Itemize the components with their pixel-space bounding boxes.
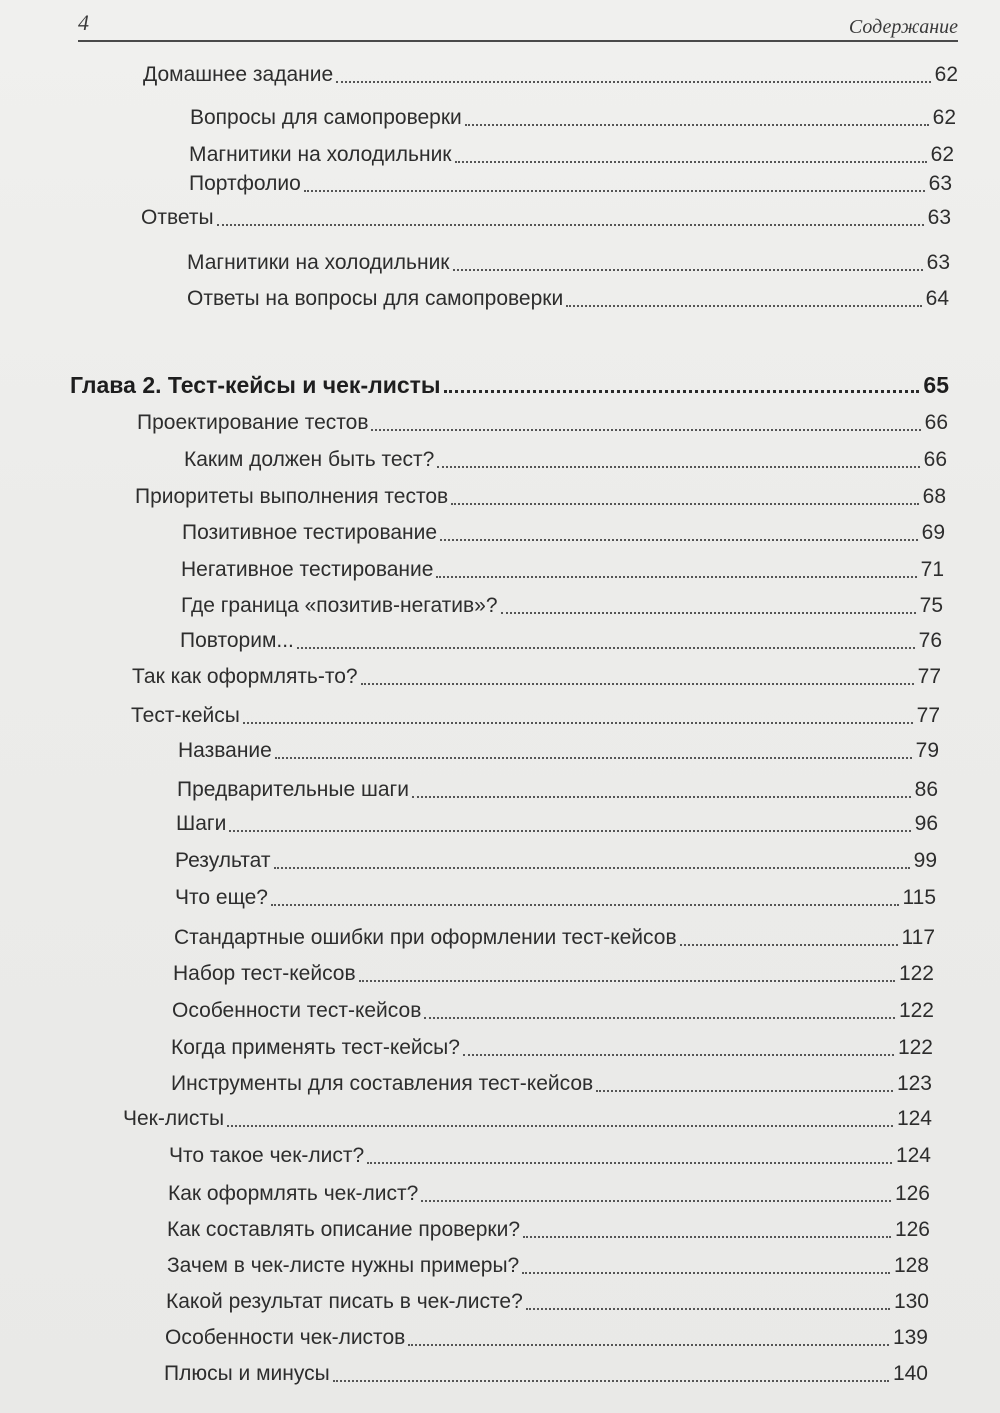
toc-entry-title: Повторим... (180, 629, 294, 652)
toc-entry-title: Результат (175, 849, 271, 872)
toc-entry (171, 1035, 933, 1061)
toc-entry (180, 628, 942, 654)
toc-entry (181, 593, 943, 619)
toc-entry (141, 205, 951, 231)
toc-entry-title: Проектирование тестов (137, 411, 369, 434)
toc-leader-dots (408, 1344, 889, 1346)
toc-entry-page: 65 (923, 372, 949, 398)
toc-entry-title: Ответы на вопросы для самопроверки (187, 287, 564, 310)
toc-leader-dots (444, 390, 920, 393)
toc-entry-page: 122 (897, 1036, 933, 1059)
toc-leader-dots (217, 224, 924, 226)
toc-entry-title: Инструменты для составления тест-кейсов (171, 1072, 594, 1095)
toc-entry (137, 410, 948, 436)
toc-leader-dots (596, 1090, 893, 1092)
toc-entry-page: 66 (924, 411, 948, 434)
toc-entry-title: Шаги (176, 812, 227, 835)
toc-entry (167, 1217, 930, 1243)
toc-entry-page: 63 (926, 251, 950, 274)
toc-leader-dots (451, 503, 918, 505)
running-header (78, 10, 958, 42)
toc-entry (187, 286, 949, 312)
toc-entry-page: 69 (921, 521, 945, 544)
toc-entry (189, 142, 954, 168)
toc-entry (164, 1361, 928, 1387)
toc-entry (169, 1143, 931, 1169)
toc-entry (143, 62, 958, 88)
toc-entry-page: 123 (896, 1072, 932, 1095)
toc-leader-dots (566, 305, 921, 307)
toc-entry-page: 115 (902, 886, 936, 909)
toc-leader-dots (463, 1054, 894, 1056)
toc-entry-title: Что еще? (175, 886, 268, 909)
toc-entry (177, 777, 938, 803)
toc-entry (173, 961, 934, 987)
toc-entry-title: Что такое чек-лист? (169, 1144, 365, 1167)
toc-entry-page: 117 (901, 926, 935, 949)
toc-leader-dots (359, 980, 895, 982)
toc-entry-title: Каким должен быть тест? (184, 448, 435, 471)
toc-entry-page: 63 (928, 172, 952, 195)
toc-entry-title: Вопросы для самопроверки (190, 106, 462, 129)
toc-entry-page: 96 (914, 812, 938, 835)
section-title: Содержание (848, 16, 958, 38)
toc-entry-title: Так как оформлять-то? (132, 665, 358, 688)
toc-entry-page: 122 (898, 962, 934, 985)
toc-entry-title: Набор тест-кейсов (173, 962, 356, 985)
toc-leader-dots (275, 757, 912, 759)
toc-entry-page: 75 (919, 594, 943, 617)
toc-entry-title: Где граница «позитив-негатив»? (181, 594, 498, 617)
toc-leader-dots (440, 539, 918, 541)
toc-entry (190, 105, 956, 131)
toc-entry-page: 68 (922, 485, 946, 508)
toc-leader-dots (412, 796, 911, 798)
toc-entry-title: Негативное тестирование (181, 558, 434, 581)
toc-entry-page: 86 (914, 778, 938, 801)
toc-entry-page: 62 (934, 63, 958, 86)
toc-leader-dots (304, 190, 925, 192)
toc-leader-dots (243, 722, 913, 724)
toc-entry-page: 64 (925, 287, 949, 310)
toc-entry-title: Какой результат писать в чек-листе? (166, 1290, 523, 1313)
toc-entry-title: Глава 2. Тест-кейсы и чек-листы (70, 372, 441, 398)
toc-leader-dots (424, 1017, 895, 1019)
toc-leader-dots (437, 466, 919, 468)
toc-leader-dots (453, 269, 923, 271)
toc-entry-title: Тест-кейсы (131, 704, 240, 727)
toc-entry-page: 77 (917, 665, 941, 688)
toc-entry-page: 140 (892, 1362, 928, 1385)
toc-entry-page: 139 (892, 1326, 928, 1349)
toc-entry-page: 63 (927, 206, 951, 229)
toc-entry-title: Позитивное тестирование (182, 521, 438, 544)
toc-entry-title: Магнитики на холодильник (187, 251, 450, 274)
toc-entry-title: Название (178, 739, 272, 762)
toc-leader-dots (271, 904, 899, 906)
toc-leader-dots (297, 647, 915, 649)
toc-leader-dots (371, 429, 920, 431)
toc-entry-title: Магнитики на холодильник (189, 143, 452, 166)
toc-entry (178, 738, 939, 764)
toc-entry (135, 484, 946, 510)
toc-entry (165, 1325, 928, 1351)
toc-entry-page: 76 (918, 629, 942, 652)
toc-entry-title: Особенности чек-листов (165, 1326, 406, 1349)
toc-leader-dots (227, 1125, 893, 1127)
toc-entry-title: Как составлять описание проверки? (167, 1218, 521, 1241)
toc-entry-title: Когда применять тест-кейсы? (171, 1036, 460, 1059)
toc-entry-page: 77 (916, 704, 940, 727)
toc-entry (187, 250, 950, 276)
toc-entry (176, 811, 938, 837)
toc-entry-title: Предварительные шаги (177, 778, 409, 801)
toc-entry-page: 122 (898, 999, 934, 1022)
toc-entry-title: Чек-листы (123, 1107, 225, 1130)
toc-entry-title: Плюсы и минусы (164, 1362, 330, 1385)
toc-entry (174, 925, 935, 951)
toc-entry-page: 79 (915, 739, 939, 762)
toc-entry (175, 885, 936, 911)
toc-entry-page: 126 (894, 1182, 930, 1205)
toc-leader-dots (436, 576, 916, 578)
toc-leader-dots (522, 1272, 890, 1274)
toc-entry (171, 1071, 932, 1097)
toc-leader-dots (526, 1308, 890, 1310)
toc-entry (184, 447, 947, 473)
toc-entry-title: Как оформлять чек-лист? (168, 1182, 419, 1205)
toc-leader-dots (336, 81, 931, 83)
toc-entry (132, 664, 941, 690)
toc-entry (166, 1289, 929, 1315)
toc-entry (131, 703, 940, 729)
toc-entry-page: 128 (893, 1254, 929, 1277)
toc-entry (189, 171, 952, 197)
toc-leader-dots (274, 867, 910, 869)
toc-entry-page: 126 (894, 1218, 930, 1241)
toc-entry (172, 998, 934, 1024)
toc-entry-title: Зачем в чек-листе нужны примеры? (167, 1254, 520, 1277)
toc-entry-title: Домашнее задание (143, 63, 334, 86)
toc-leader-dots (501, 612, 916, 614)
toc-chapter-heading (70, 372, 949, 398)
toc-leader-dots (455, 161, 927, 163)
toc-leader-dots (229, 830, 910, 832)
toc-entry-title: Стандартные ошибки при оформлении тест-кейсов (174, 926, 677, 949)
toc-leader-dots (361, 683, 914, 685)
toc-entry-page: 62 (932, 106, 956, 129)
page-number: 4 (78, 10, 89, 35)
toc-entry (175, 848, 937, 874)
toc-entry-title: Особенности тест-кейсов (172, 999, 422, 1022)
toc-entry-page: 62 (930, 143, 954, 166)
toc-leader-dots (421, 1200, 891, 1202)
toc-leader-dots (465, 124, 929, 126)
toc-leader-dots (680, 944, 898, 946)
toc-entry-title: Портфолио (189, 172, 301, 195)
toc-entry (181, 557, 944, 583)
toc-leader-dots (333, 1380, 889, 1382)
toc-entry-page: 124 (895, 1144, 931, 1167)
toc-entry-page: 66 (923, 448, 947, 471)
toc-entry-page: 130 (893, 1290, 929, 1313)
toc-entry (123, 1106, 932, 1132)
toc-leader-dots (367, 1162, 892, 1164)
toc-entry (167, 1253, 929, 1279)
toc-entry (168, 1181, 930, 1207)
toc-entry-page: 71 (920, 558, 944, 581)
toc-leader-dots (523, 1236, 891, 1238)
toc-entry-title: Ответы (141, 206, 214, 229)
toc-entry-page: 99 (913, 849, 937, 872)
toc-entry (182, 520, 945, 546)
toc-entry-page: 124 (896, 1107, 932, 1130)
toc-entry-title: Приоритеты выполнения тестов (135, 485, 449, 508)
